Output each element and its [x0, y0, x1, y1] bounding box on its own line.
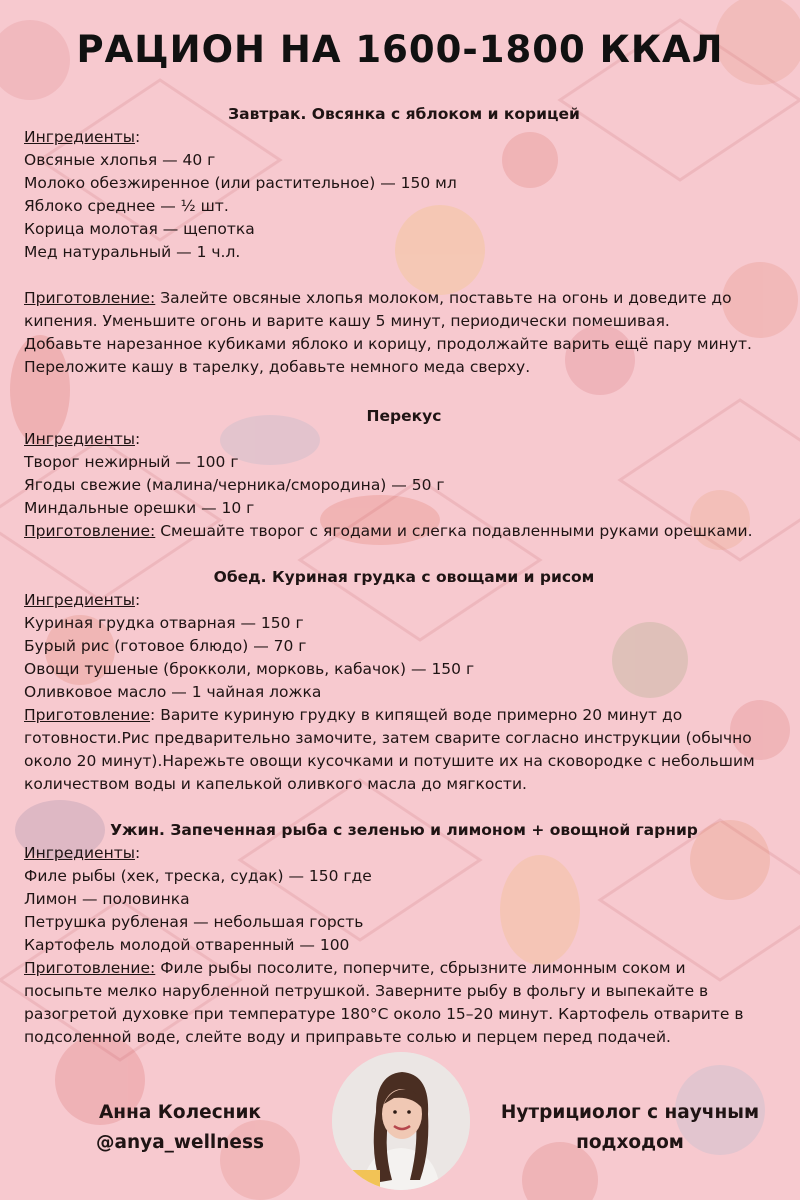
- preparation-line: готовности.Рис предварительно замочите, затем сварите согласно инструкции (обычно: [24, 729, 752, 747]
- ingredient-item: Творог нежирный — 100 г: [24, 453, 239, 471]
- lunch-section: [24, 566, 784, 796]
- preparation-line: количеством воды и капелькой оливкого масла до мягкости.: [24, 775, 527, 793]
- snack-section: [24, 405, 784, 543]
- author-avatar: [332, 1052, 470, 1190]
- lunch-preparation: Приготовление: Варите куриную грудку в кипящей воде примерно 20 минут до: [24, 706, 683, 724]
- preparation-line: около 20 минут).Нарежьте овощи кусочками и потушите их на сковородке с небольшим: [24, 752, 755, 770]
- page-title: РАЦИОН НА 1600-1800 ККАЛ: [76, 28, 724, 71]
- preparation-label: Приготовление:: [24, 289, 156, 307]
- ingredient-item: Молоко обезжиренное (или растительное) — 150 мл: [24, 174, 457, 192]
- preparation-label: Приготовление: [24, 706, 151, 724]
- preparation-line: подсоленной воде, слейте воду и приправьте солью и перцем перед подачей.: [24, 1028, 671, 1046]
- avatar-portrait-icon: [332, 1052, 470, 1190]
- ingredient-item: Бурый рис (готовое блюдо) — 70 г: [24, 637, 307, 655]
- ingredient-item: Лимон — половинка: [24, 890, 190, 908]
- ingredient-item: Петрушка рубленая — небольшая горсть: [24, 913, 364, 931]
- ingredient-item: Картофель молодой отваренный — 100: [24, 936, 350, 954]
- ingredient-item: Овощи тушеные (брокколи, морковь, кабачок) — 150 г: [24, 660, 475, 678]
- preparation-line: посыпьте мелко нарубленной петрушкой. Заверните рыбу в фольгу и выпекайте в: [24, 982, 709, 1000]
- preparation-line: разогретой духовке при температуре 180°С около 15–20 минут. Картофель отварите в: [24, 1005, 744, 1023]
- dinner-preparation: Приготовление: Филе рыбы посолите, поперчите, сбрызните лимонным соком и: [24, 959, 686, 977]
- ingredient-item: Миндальные орешки — 10 г: [24, 499, 255, 517]
- preparation-line: Добавьте нарезанное кубиками яблоко и корицу, продолжайте варить ещё пару минут.: [24, 335, 752, 353]
- preparation-label: Приготовление:: [24, 522, 156, 540]
- author-block: [70, 1098, 290, 1158]
- snack-ingredients-heading: Ингредиенты:: [24, 430, 141, 448]
- breakfast-ingredients-heading: Ингредиенты:: [24, 128, 141, 146]
- tagline-line: Нутрициолог с научным: [500, 1102, 760, 1123]
- preparation-label: Приготовление:: [24, 959, 156, 977]
- ingredient-item: Яблоко среднее — ½ шт.: [24, 197, 229, 215]
- breakfast-title: Завтрак. Овсянка с яблоком и корицей: [228, 105, 580, 123]
- ingredient-item: Оливковое масло — 1 чайная ложка: [24, 683, 322, 701]
- tagline-block: [495, 1098, 765, 1158]
- preparation-line: кипения. Уменьшите огонь и варите кашу 5 минут, периодически помешивая.: [24, 312, 670, 330]
- dinner-section: [24, 819, 784, 1049]
- author-handle: @anya_wellness: [95, 1132, 264, 1153]
- ingredient-item: Куриная грудка отварная — 150 г: [24, 614, 304, 632]
- author-name: Анна Колесник: [98, 1102, 261, 1123]
- dinner-ingredients-heading: Ингредиенты:: [24, 844, 141, 862]
- breakfast-preparation: Приготовление: Залейте овсяные хлопья молоком, поставьте на огонь и доведите до: [24, 289, 732, 307]
- snack-title: Перекус: [366, 407, 442, 425]
- ingredient-item: Филе рыбы (хек, треска, судак) — 150 где: [24, 867, 372, 885]
- tagline-line: подходом: [576, 1132, 684, 1153]
- breakfast-section: [24, 103, 784, 379]
- ingredient-item: Корица молотая — щепотка: [24, 220, 255, 238]
- ingredient-item: Ягоды свежие (малина/черника/смородина) — 50 г: [24, 476, 445, 494]
- lunch-ingredients-heading: Ингредиенты:: [24, 591, 141, 609]
- dinner-title: Ужин. Запеченная рыба с зеленью и лимоном + овощной гарнир: [110, 821, 698, 839]
- lunch-title: Обед. Куриная грудка с овощами и рисом: [213, 568, 595, 586]
- ingredient-item: Мед натуральный — 1 ч.л.: [24, 243, 241, 261]
- snack-preparation: Приготовление: Смешайте творог с ягодами и слегка подавленными руками орешками.: [24, 522, 753, 540]
- ingredient-item: Овсяные хлопья — 40 г: [24, 151, 216, 169]
- preparation-line: Переложите кашу в тарелку, добавьте немного меда сверху.: [24, 358, 531, 376]
